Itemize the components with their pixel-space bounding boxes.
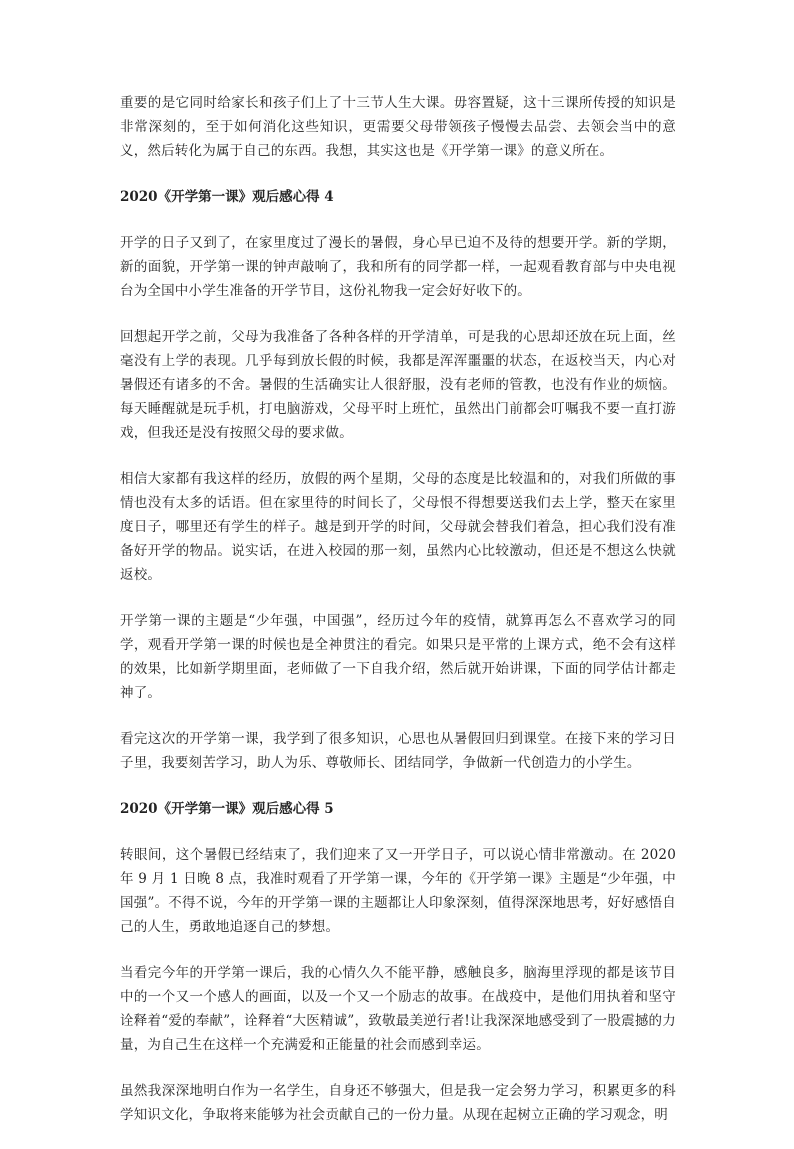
paragraph: 当看完今年的开学第一课后，我的心情久久不能平静，感触良多，脑海里浮现的都是该节目中的一个又一个感人的画面，以及一个又一个励志的故事。在战疫中，是他们用执着和坚守诠释着“爱的奉献”，诠释着“大医精诚”，致敬最美逆行者!让我深深地感受到了一股震撼的力量，为自己生在这样一个充满爱和正能量的社会而感到幸运。	[120, 965, 676, 1053]
paragraph-truncated: 虽然我深深地明白作为一名学生，自身还不够强大，但是我一定会努力学习，积累更多的科学知识文化，争取将来能够为社会贡献自己的一份力量。从现在起树立正确的学习观念，明	[120, 1083, 676, 1123]
paragraph: 回想起开学之前，父母为我准备了各种各样的开学清单，可是我的心思却还放在玩上面，丝毫没有上学的表现。几乎每到放长假的时候，我都是浑浑噩噩的状态，在返校当天，内心对暑假还有诸多的不舍。暑假的生活确实让人很舒服，没有老师的管教，也没有作业的烦恼。每天睡醒就是玩手机，打电脑游戏，父母平时上班忙，虽然出门前都会叮嘱我不要一直打游戏，但我还是没有按照父母的要求做。	[120, 329, 676, 441]
paragraph: 转眼间，这个暑假已经结束了，我们迎来了又一开学日子，可以说心情非常激动。在 2020 年 9 月 1 日晚 8 点，我准时观看了开学第一课，今年的《开学第一课》主题是“少年强，中国强”。不得不说，今年的开学第一课的主题都让人印象深刻，值得深深地思考，好好感悟自己的人生，勇敢地追逐自己的梦想。	[120, 847, 676, 935]
paragraph-intro-conclusion: 重要的是它同时给家长和孩子们上了十三节人生大课。毋容置疑，这十三课所传授的知识是非常深刻的，至于如何消化这些知识，更需要父母带领孩子慢慢去品尝、去领会当中的意义，然后转化为属于自己的东西。我想，其实这也是《开学第一课》的意义所在。	[120, 95, 676, 159]
section-heading-5: 2020《开学第一课》观后感心得 5	[120, 801, 334, 817]
paragraph: 相信大家都有我这样的经历，放假的两个星期，父母的态度是比较温和的，对我们所做的事情也没有太多的话语。但在家里待的时间长了，父母恨不得想要送我们去上学，整天在家里度日子，哪里还有学生的样子。越是到开学的时间，父母就会替我们着急，担心我们没有准备好开学的物品。说实话，在进入校园的那一刻，虽然内心比较激动，但还是不想这么快就返校。	[120, 471, 676, 583]
section-heading-4: 2020《开学第一课》观后感心得 4	[120, 189, 334, 205]
paragraph: 看完这次的开学第一课，我学到了很多知识，心思也从暑假回归到课堂。在接下来的学习日子里，我要刻苦学习，助人为乐、尊敬师长、团结同学，争做新一代创造力的小学生。	[120, 731, 676, 771]
document-page	[120, 91, 676, 1149]
paragraph: 开学的日子又到了，在家里度过了漫长的暑假，身心早已迫不及待的想要开学。新的学期，新的面貌，开学第一课的钟声敲响了，我和所有的同学都一样，一起观看教育部与中央电视台为全国中小学生准备的开学节目，这份礼物我一定会好好收下的。	[120, 235, 676, 299]
paragraph: 开学第一课的主题是“少年强，中国强”，经历过今年的疫情，就算再怎么不喜欢学习的同学，观看开学第一课的时候也是全神贯注的看完。如果只是平常的上课方式，绝不会有这样的效果，比如新学期里面，老师做了一下自我介绍，然后就开始讲课，下面的同学估计都走神了。	[120, 613, 676, 701]
